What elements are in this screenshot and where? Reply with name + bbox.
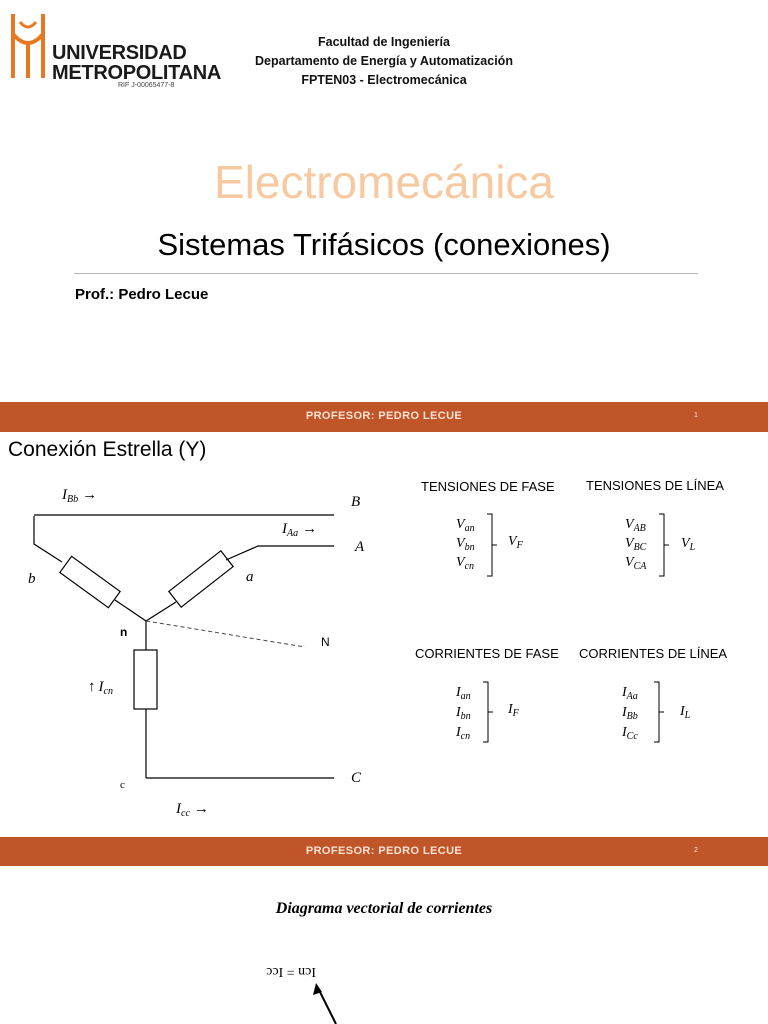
- svg-text:Vcn: $V_{cn}$: [456, 555, 475, 572]
- professor-name: Prof.: Pedro Lecue: [75, 286, 209, 303]
- tensiones-linea-list: [625, 517, 647, 572]
- svg-text:VCA: $V_{CA}$: [625, 555, 647, 572]
- university-logo-icon: [10, 12, 46, 80]
- label-i-bb: $I_{Bb}$ →: [62, 487, 98, 505]
- brace-tensiones-fase: [487, 514, 497, 576]
- slide-title: Electromecánica: [213, 156, 555, 208]
- page-number: 2: [694, 847, 698, 854]
- mirrored-equation: [266, 964, 316, 979]
- svg-text:IBb: $I_{Bb}$: [622, 705, 638, 722]
- heading-tensiones-fase: TENSIONES DE FASE: [421, 479, 555, 494]
- university-name-line2: METROPOLITANA: [52, 62, 222, 84]
- faculty-name: Facultad de Ingeniería: [318, 35, 450, 49]
- svg-text:VBC: $V_{BC}$: [625, 536, 647, 553]
- svg-text:IAa: $I_{Aa}$: [622, 685, 638, 702]
- label-i-cc: $I_{cc}$ →: [176, 801, 209, 819]
- section-title: Conexión Estrella (Y): [8, 438, 207, 461]
- svg-text:Ibn: $I_{bn}$: [456, 705, 471, 722]
- title-divider: [74, 273, 698, 274]
- label-i-aa: $I_{Aa}$ →: [282, 521, 318, 539]
- node-a: a: [246, 569, 254, 585]
- department-name: Departamento de Energía y Automatización: [255, 54, 513, 68]
- label-il: $I_L$: [680, 704, 691, 721]
- node-C: C: [351, 770, 362, 786]
- slide-1: [0, 0, 768, 432]
- svg-text:ICc: $I_{Cc}$: [622, 725, 638, 742]
- node-b: b: [28, 571, 36, 587]
- university-name-line1: UNIVERSIDAD: [52, 42, 187, 64]
- svg-text:Ian: $I_{an}$: [456, 685, 471, 702]
- label-i-cn: ↑ $I_{cn}$: [88, 679, 113, 697]
- node-A: A: [355, 539, 365, 555]
- brace-corrientes-linea: [654, 682, 664, 742]
- node-c: c: [120, 779, 125, 791]
- label-vf: $V_F$: [508, 534, 523, 551]
- footer-bar-1: [0, 402, 768, 432]
- course-name: FPTEN03 - Electromecánica: [301, 73, 467, 87]
- slide-3: [0, 866, 768, 1024]
- page-number: 1: [694, 412, 698, 419]
- node-B: B: [351, 494, 361, 510]
- slide-subtitle: Sistemas Trifásicos (conexiones): [157, 227, 611, 262]
- footer-label: PROFESOR: PEDRO LECUE: [305, 845, 463, 857]
- rif-number: RIF J-00065477-8: [118, 82, 175, 89]
- tensiones-fase-list: [456, 517, 475, 572]
- corrientes-fase-list: [455, 685, 471, 742]
- footer-label: PROFESOR: PEDRO LECUE: [305, 410, 463, 422]
- vector-diagram-title: Diagrama vectorial de corrientes: [275, 900, 493, 917]
- label-if: $I_F$: [508, 702, 519, 719]
- circuit-wires: [34, 515, 334, 778]
- corrientes-linea-list: [621, 685, 638, 742]
- label-vl: $V_L$: [681, 536, 696, 553]
- current-vector-arrow: [318, 988, 336, 1024]
- vector-diagram: [0, 866, 768, 1024]
- heading-corrientes-fase: CORRIENTES DE FASE: [415, 646, 559, 661]
- footer-bar-2: [0, 837, 768, 867]
- heading-tensiones-linea: TENSIONES DE LÍNEA: [586, 478, 724, 493]
- slide-2: [0, 432, 768, 866]
- neutral-line: [146, 621, 305, 647]
- svg-text:Icn = Icc: Icn = Icc: [266, 964, 316, 979]
- node-N: N: [321, 635, 330, 649]
- svg-text:Vbn: $V_{bn}$: [456, 536, 475, 553]
- svg-text:Icn: $I_{cn}$: [456, 725, 471, 742]
- heading-corrientes-linea: CORRIENTES DE LÍNEA: [579, 646, 728, 661]
- star-connection-diagram: [0, 432, 768, 836]
- node-n: n: [120, 625, 128, 639]
- svg-text:Van: $V_{an}$: [456, 517, 475, 534]
- brace-tensiones-linea: [659, 514, 669, 576]
- brace-corrientes-fase: [483, 682, 493, 742]
- svg-text:VAB: $V_{AB}$: [625, 517, 646, 534]
